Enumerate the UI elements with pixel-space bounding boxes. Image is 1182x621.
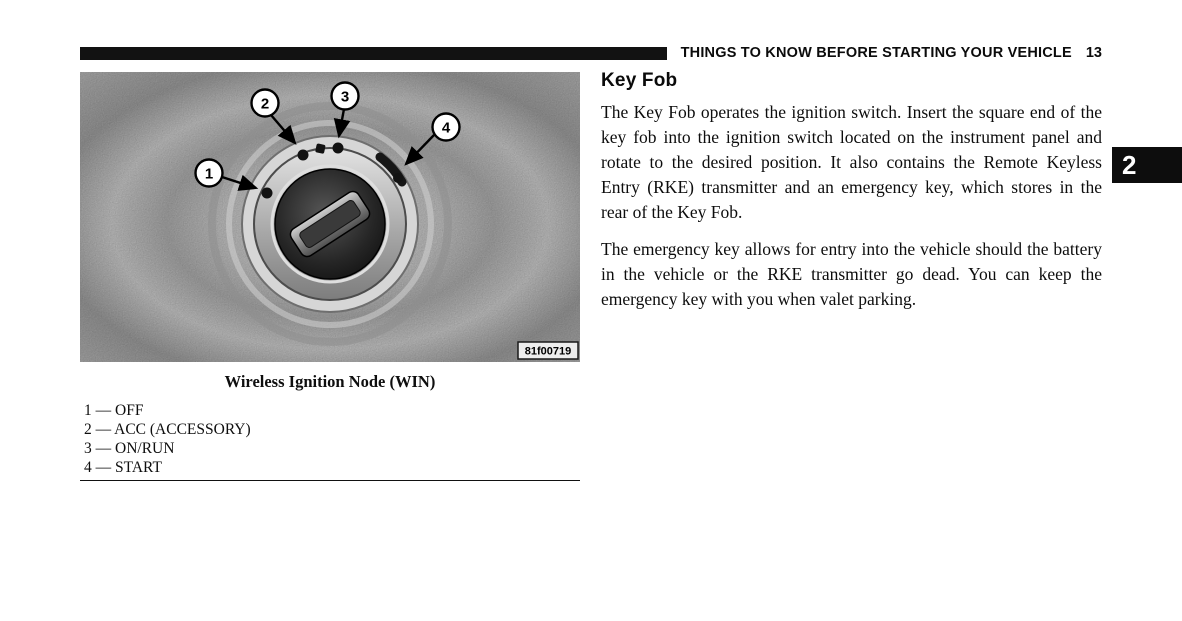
callout-4-badge <box>433 114 460 141</box>
legend-item-3: 3 — ON/RUN <box>84 440 175 457</box>
callout-2-label: 2 <box>260 95 270 113</box>
body-paragraph-1: The Key Fob operates the ignition switch. Insert the square end of the key fob into the ignition switch located on the instrument panel and rotate to the desired position. It also contains the Remote Keyless Entry (RKE) transmitter and an emergency key, which stores in the rear of the Key Fob. <box>601 102 1102 222</box>
callout-2-badge <box>252 90 279 117</box>
callout-1-label: 1 <box>204 165 214 183</box>
header-page-number: 13 <box>1085 45 1102 61</box>
page-header <box>80 44 1102 62</box>
legend-divider <box>80 480 580 481</box>
legend-item-1: 1 — OFF <box>84 402 144 419</box>
callout-3-label: 3 <box>340 88 350 106</box>
header-title: THINGS TO KNOW BEFORE STARTING YOUR VEHICLE <box>680 45 1072 61</box>
figure-caption: Wireless Ignition Node (WIN) <box>224 372 436 391</box>
ignition-node-figure <box>80 72 580 362</box>
chapter-tab <box>1112 147 1182 183</box>
photo-id-text: 81f00719 <box>524 345 572 358</box>
legend-item-4: 4 — START <box>84 459 162 476</box>
chapter-tab-number: 2 <box>1122 150 1137 180</box>
callout-1-badge <box>196 160 223 187</box>
ignition-node-photo <box>80 72 580 362</box>
photo-id-plate <box>518 342 578 359</box>
header-rule-bar <box>80 47 667 60</box>
section-heading: Key Fob <box>601 70 678 91</box>
callout-3-badge <box>332 83 359 110</box>
body-paragraph-2: The emergency key allows for entry into the vehicle should the battery in the vehicle or the RKE transmitter go dead. You can keep the emergency key with you when valet parking. <box>601 239 1102 309</box>
callout-4-label: 4 <box>441 119 451 137</box>
legend-item-2: 2 — ACC (ACCESSORY) <box>84 421 251 438</box>
figure-legend <box>84 401 580 477</box>
body-column <box>601 70 1102 324</box>
